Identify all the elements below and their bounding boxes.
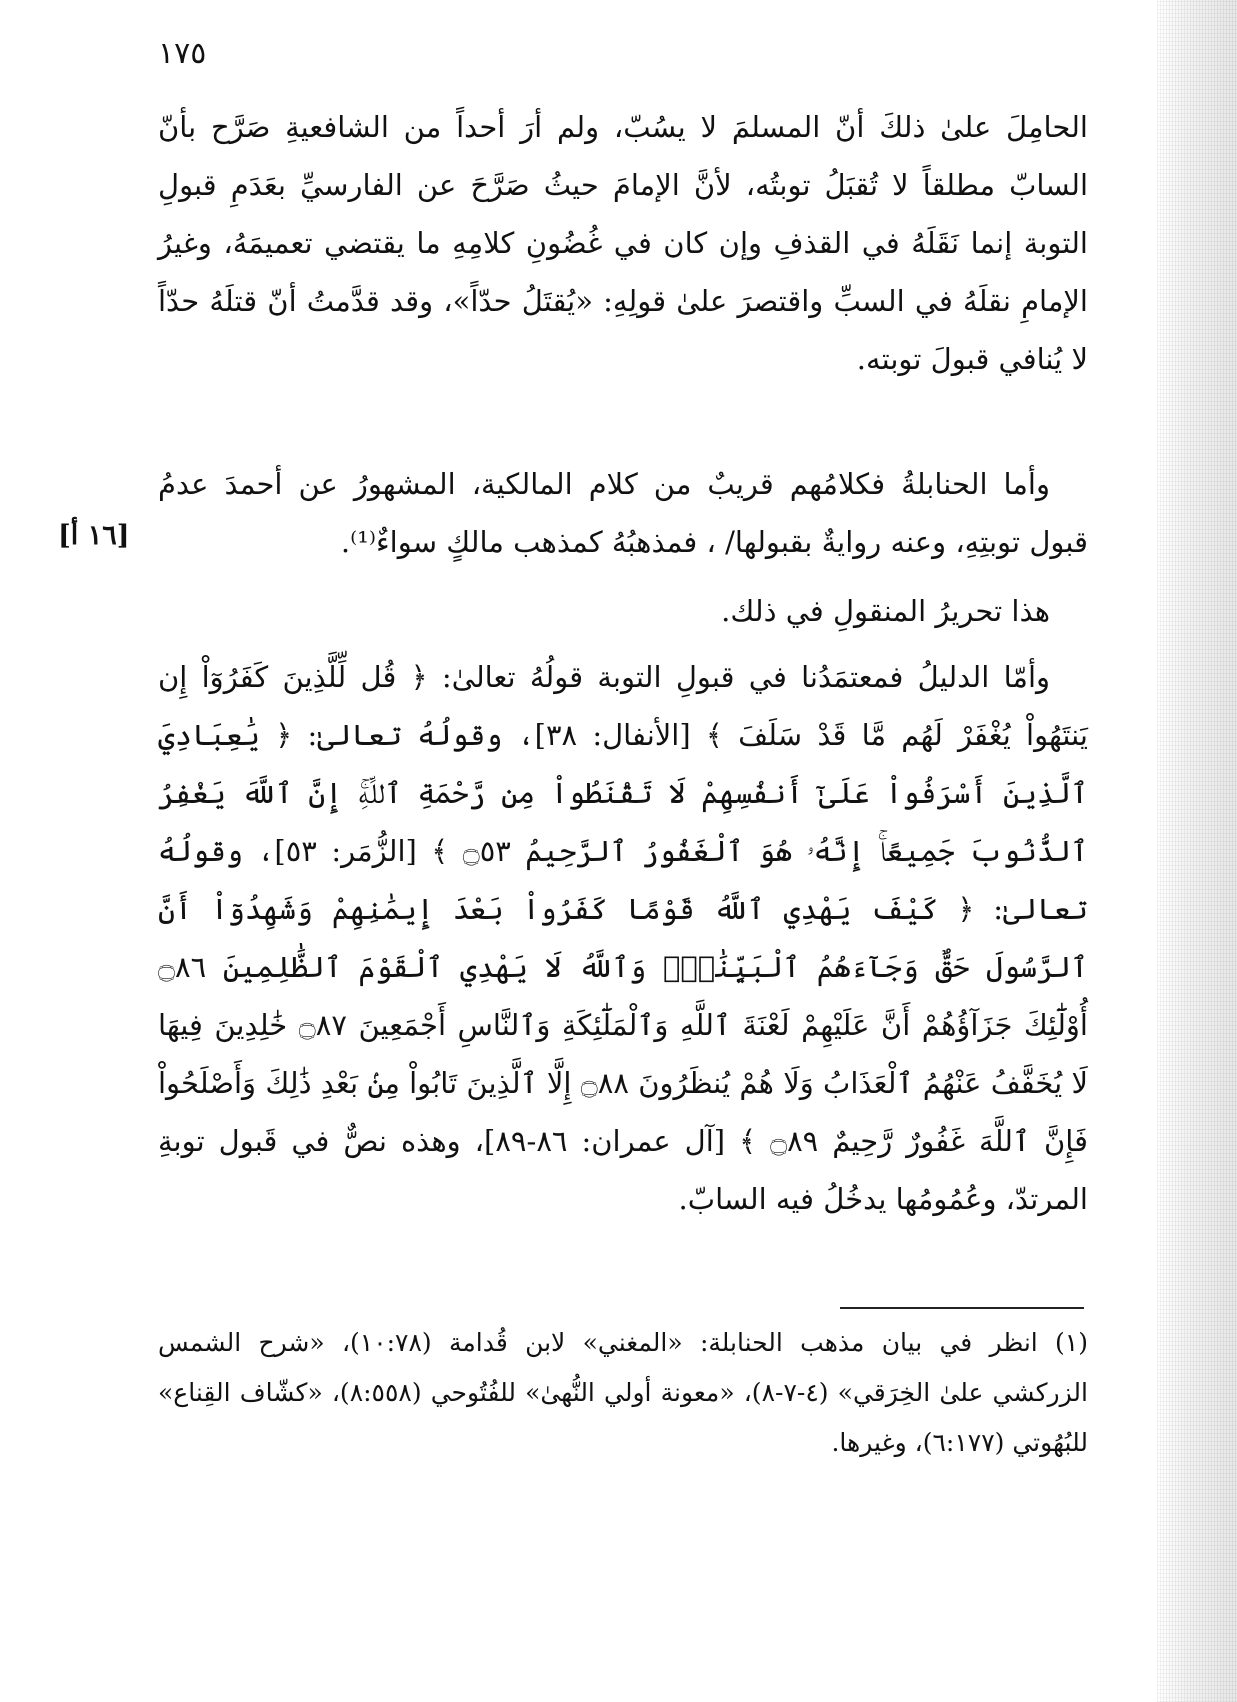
- folio-marker: [١٦ أ]: [58, 520, 130, 551]
- footnote-separator: [840, 1307, 1084, 1309]
- page-number: ١٧٥: [158, 36, 207, 71]
- paragraph-3: هذا تحريرُ المنقولِ في ذلك.: [721, 594, 1050, 628]
- footnote-1: (١) انظر في بيان مذهب الحنابلة: «المغني» لابن قُدامة (١٠:٧٨)، «شرح الشمس الزركشي علىٰ الخِرَقي» (٤-٧-٨)، «معونة أولي النُّهىٰ» للفُتُوحي (٨:٥٥٨)، «كشّاف القِناع» للبُهُوتي (٦:١٧٧)، وغيرها.: [158, 1328, 1088, 1457]
- binding-edge: [1157, 0, 1237, 1702]
- paragraph-4: وأمّا الدليلُ فمعتمَدُنا في قبولِ التوبة قولُهُ تعالىٰ: ﴿ قُل لِّلَّذِينَ كَفَرُوٓاْ إِن يَنتَهُواْ يُغْفَرْ لَهُم مَّا قَدْ سَلَفَ ﴾ [الأنفال: ٣٨]، وقولُهُ تعالىٰ: ﴿ يَٰعِبَادِيَ ٱلَّذِينَ أَسْرَفُواْ عَلَىٰٓ أَنفُسِهِمْ لَا تَقْنَطُواْ مِن رَّحْمَةِ ٱللَّهِۚ إِنَّ ٱللَّهَ يَغْفِرُ ٱلذُّنُوبَ جَمِيعًاۚ إِنَّهُۥ هُوَ ٱلْغَفُورُ ٱلرَّحِيمُ ۝٥٣ ﴾ [الزُّمَر: ٥٣]، وقولُهُ تعالىٰ: ﴿ كَيْفَ يَهْدِي ٱللَّهُ قَوْمًا كَفَرُواْ بَعْدَ إِيمَٰنِهِمْ وَشَهِدُوٓاْ أَنَّ ٱلرَّسُولَ حَقٌّ وَجَآءَهُمُ ٱلْبَيِّنَٰتُۚ وَٱللَّهُ لَا يَهْدِي ٱلْقَوْمَ ٱلظَّٰلِمِينَ ۝٨٦ أُوْلَٰٓئِكَ جَزَآؤُهُمْ أَنَّ عَلَيْهِمْ لَعْنَةَ ٱللَّهِ وَٱلْمَلَٰٓئِكَةِ وَٱلنَّاسِ أَجْمَعِينَ ۝٨٧ خَٰلِدِينَ فِيهَا لَا يُخَفَّفُ عَنْهُمُ ٱلْعَذَابُ وَلَا هُمْ يُنظَرُونَ ۝٨٨ إِلَّا ٱلَّذِينَ تَابُواْ مِنۢ بَعْدِ ذَٰلِكَ وَأَصْلَحُواْ فَإِنَّ ٱللَّهَ غَفُورٌ رَّحِيمٌ ۝٨٩ ﴾ [آل عمران: ٨٦-٨٩]، وهذه نصٌّ في قَبول توبةِ المرتدّ، وعُمُومُها يدخُلُ فيه السابّ.: [158, 660, 1089, 1216]
- paragraph-1: الحامِلَ علىٰ ذلكَ أنّ المسلمَ لا يسُبّ، ولم أرَ أحداً من الشافعيةِ صَرَّح بأنّ السابّ مطلقاً لا تُقبَلُ توبتُه، لأنَّ الإمامَ حيثُ صَرَّحَ عن الفارسيِّ بعَدَمِ قبولِ التوبة إنما نَقَلَهُ في القذفِ وإن كان في غُضُونِ كلامِهِ ما يقتضي تعميمَهُ، وغيرُ الإمامِ نقلَهُ في السبِّ واقتصرَ علىٰ قولِهِ: «يُقتَلُ حدّاً»، وقد قدَّمتُ أنّ قتلَهُ حدّاً لا يُنافي قبولَ توبته.: [158, 110, 1088, 376]
- paragraph-2: وأما الحنابلةُ فكلامُهم قريبٌ من كلام المالكية، المشهورُ عن أحمدَ عدمُ قبول توبتِهِ، وعنه روايةٌ بقبولها/ ، فمذهبُهُ كمذهب مالكٍ سواءٌ⁽¹⁾.: [158, 467, 1088, 559]
